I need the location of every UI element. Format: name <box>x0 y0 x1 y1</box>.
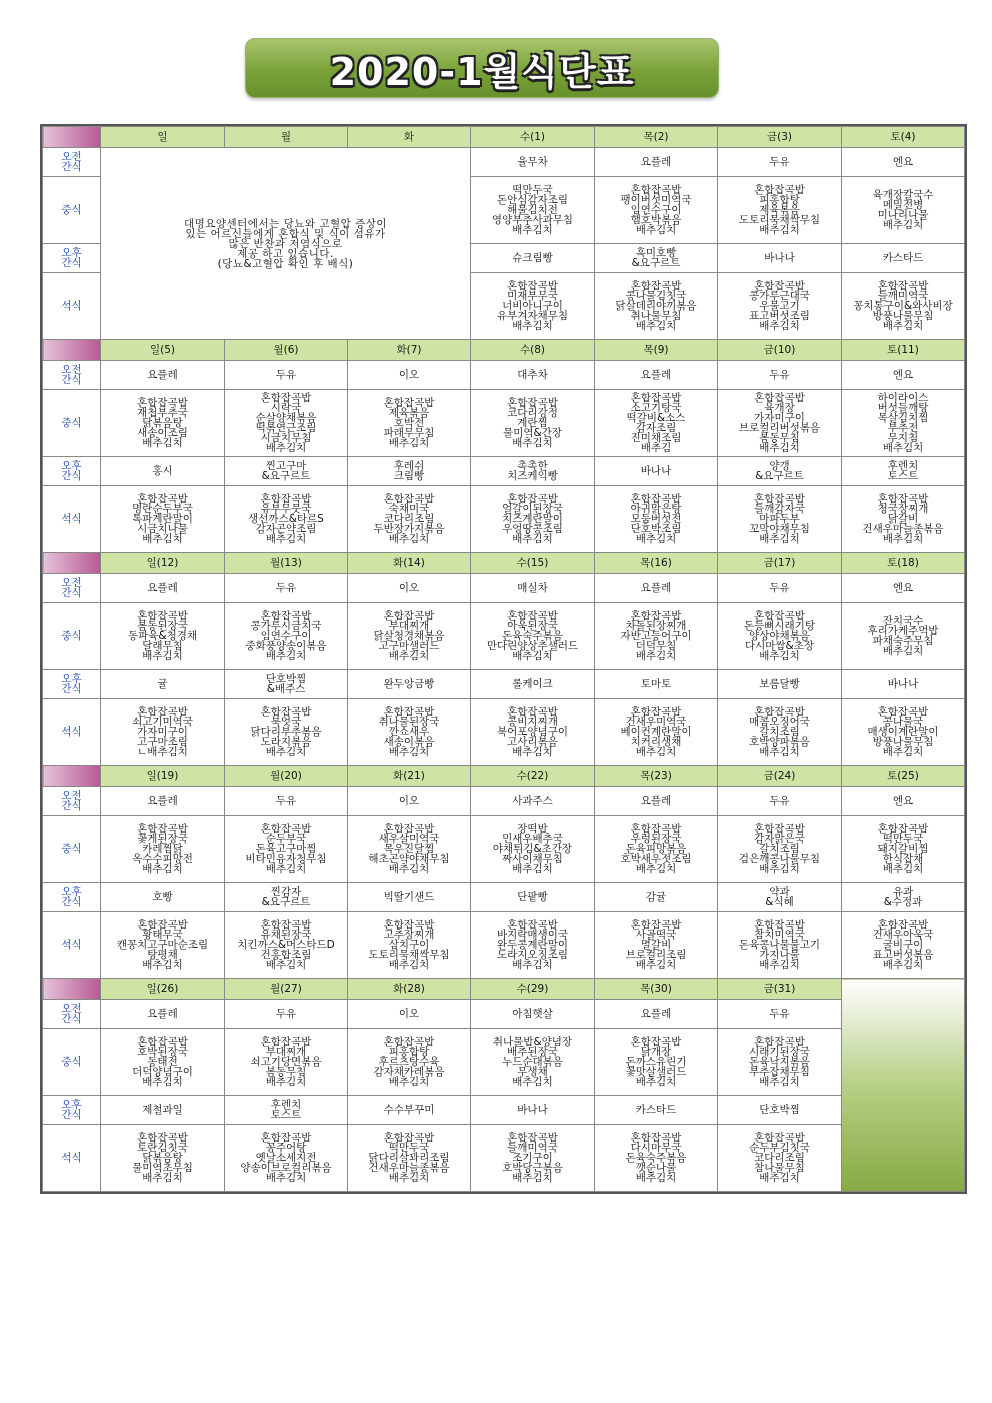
menu-cell: 요플레 <box>640 1008 672 1020</box>
meal-label-am-snack: 오전 간식 <box>61 1003 82 1025</box>
menu-cell: 혼합잡곡밥 시래기된장국 돈육낙지볶음 부추잡채무침 배추김치 <box>749 1036 810 1088</box>
menu-cell: 혼합잡곡밥 매콤오징어국 갈치조림 호박양파볶음 배추김치 <box>749 706 810 758</box>
menu-cell: 요플레 <box>640 582 672 594</box>
menu-cell: 혼합잡곡밥 피홍합탕 후르츠탕수육 감자채카레볶음 배추김치 <box>373 1036 445 1088</box>
week1-am-snack-row <box>43 148 965 177</box>
week3-pm-snack-row <box>43 670 965 699</box>
week-marker <box>43 979 101 1000</box>
menu-cell: 유과 &수정과 <box>883 886 923 908</box>
menu-cell: 이오 <box>398 369 420 381</box>
menu-cell: 후레쉬 크림빵 <box>393 460 425 482</box>
day-header: 금(10) <box>718 340 842 361</box>
menu-cell: 단팥빵 <box>517 891 548 903</box>
menu-cell: 혼합잡곡밥 북엇국 닭다리부추볶음 도라지볶음 배추김치 <box>250 706 322 758</box>
week4-pm-snack-row <box>43 883 965 912</box>
day-header: 월(27) <box>225 979 348 1000</box>
menu-cell: 혼합잡곡밥 콩나물국 매생이계란말이 방풍나물무침 배추김치 <box>867 706 939 758</box>
menu-cell: 후렌치 토스트 <box>887 460 919 482</box>
day-header: 금(3) <box>718 127 842 148</box>
menu-cell: 찐감자 &요구르트 <box>261 886 311 908</box>
week2-am-snack-row <box>43 361 965 390</box>
menu-cell: 대추차 <box>517 369 548 381</box>
menu-cell: 혼합잡곡밥 차돌된장찌개 자반고등어구이 더덕무침 배추김치 <box>620 610 692 662</box>
menu-cell: 엔요 <box>892 369 914 381</box>
meal-label-dinner: 석식 <box>61 513 82 525</box>
day-header: 화(7) <box>348 340 471 361</box>
menu-cell: 혼합잡곡밥 사골떡국 멸갈비 브로컬리조림 배추김치 <box>625 919 687 971</box>
menu-cell: 혼합잡곡밥 콩나물김칫국 닭살데리야끼볶음 취나물무침 배추김치 <box>615 280 697 332</box>
menu-cell: 호빵 <box>152 891 173 903</box>
meal-label-dinner: 석식 <box>61 939 82 951</box>
menu-cell: 두유 <box>275 369 297 381</box>
menu-cell: 이오 <box>398 582 420 594</box>
week5-pm-snack-row <box>43 1096 965 1125</box>
menu-cell: 혼합잡곡밥 참치미역국 돈육콩나물불고기 가지나물 배추김치 <box>738 919 821 971</box>
day-header: 화(21) <box>348 766 471 787</box>
menu-body <box>43 127 965 1192</box>
menu-cell: 바나나 <box>887 678 919 690</box>
day-header: 금(31) <box>718 979 842 1000</box>
menu-cell: 혼합잡곡밥 황태무국 캔꽁치고구마순조림 탕평채 배추김치 <box>116 919 209 971</box>
menu-cell: 엔요 <box>892 156 914 168</box>
menu-cell: 하이라이스 버섯들깨탕 목살김치찜 부추전 무지침 배추김치 <box>877 392 929 454</box>
meal-label-am-snack: 오전 간식 <box>61 790 82 812</box>
meal-label-dinner: 석식 <box>61 726 82 738</box>
day-header: 수(15) <box>471 553 595 574</box>
menu-cell: 취나물밥&양념장 배추된장국 누드순대볶음 무생채 배추김치 <box>492 1036 573 1088</box>
menu-cell: 매실차 <box>517 582 548 594</box>
center-notice: 대명요양센터에서는 당뇨와 고혈압 증상이 있는 어르신들에게 혼합식 및 식이 섬유가 많은 반찬과 저염식으로 제공 하고 있습니다. (당뇨&고혈압 확인 후 배식) <box>183 217 388 270</box>
menu-cell: 이오 <box>398 795 420 807</box>
meal-label-pm-snack: 오후 간식 <box>61 886 82 908</box>
menu-cell: 양갱 &요구르트 <box>755 460 804 482</box>
menu-cell: 혼합잡곡밥 콩가루근대국 우불고기 표고버섯조림 배추김치 <box>749 280 810 332</box>
menu-cell: 혼합잡곡밥 닭개장 돈까스유린기 꽃맛살샐러드 배추김치 <box>625 1036 687 1088</box>
menu-cell: 혼합잡곡밥 다시마무국 돈육숙주볶음 깻순나물 배추김치 <box>625 1132 687 1184</box>
menu-cell: 단호박찜 &배주스 <box>265 673 307 695</box>
menu-cell: 카스타드 <box>882 252 924 264</box>
menu-cell: 흑미호빵 &요구르트 <box>631 247 681 269</box>
menu-cell: 슈크림빵 <box>512 252 553 264</box>
week3-header-row <box>43 553 965 574</box>
week-marker <box>43 553 101 574</box>
menu-cell: 혼합잡곡밥 취나물된장국 깐쇼새우 새송이볶음 배추김치 <box>378 706 440 758</box>
menu-cell: 혼합잡곡밥 아귀맑은탕 모둠버섯전 단호박조림 배추김치 <box>630 493 682 545</box>
title-banner <box>245 38 719 98</box>
menu-cell: 혼합잡곡밥 아욱된장국 돈육숙주볶음 만다린양상추샐러드 배추김치 <box>486 610 579 662</box>
day-header: 토(25) <box>842 766 965 787</box>
week2-pm-snack-row <box>43 457 965 486</box>
menu-cell: 혼합잡곡밥 유채된장국 치킨까스&머스타드D 건홍합조림 배추김치 <box>237 919 335 971</box>
menu-cell: 제철과일 <box>142 1104 183 1116</box>
menu-cell: 찐고구마 &요구르트 <box>261 460 311 482</box>
day-header: 화(14) <box>348 553 471 574</box>
day-header: 일(5) <box>101 340 225 361</box>
menu-cell: 단호박찜 <box>759 1104 800 1116</box>
menu-cell: 카스타드 <box>635 1104 677 1116</box>
menu-cell: 두유 <box>275 1008 297 1020</box>
menu-cell: 약과 &식혜 <box>765 886 794 908</box>
menu-cell: 요플레 <box>640 369 672 381</box>
menu-cell: 혼합잡곡밥 명란순두부국 톡파계란말이 시금치나물 배추김치 <box>132 493 193 545</box>
day-header: 목(2) <box>595 127 718 148</box>
menu-cell: 혼합잡곡밥 피홍합탕 제육볶음 도토리묵채싹무침 배추김치 <box>738 184 821 236</box>
menu-cell: 촉촉한 치즈케익빵 <box>507 460 558 482</box>
day-header: 수(1) <box>471 127 595 148</box>
menu-cell: 혼합잡곡밥 육개장 가자미구이 브로컬리버섯볶음 봄동무침 배추김치 <box>738 392 821 454</box>
menu-cell: 요플레 <box>147 795 178 807</box>
menu-cell: 혼합잡곡밥 들깨감자국 마파두부 꼬막야채무침 배추김치 <box>749 493 810 545</box>
day-header: 금(17) <box>718 553 842 574</box>
meal-label-lunch: 중식 <box>61 1056 82 1068</box>
day-header: 화 <box>348 127 471 148</box>
menu-cell: 혼합잡곡밥 꽁주어탕 옛날소세지전 양송이브로컬리볶음 배추김치 <box>240 1132 332 1184</box>
week4-header-row <box>43 766 965 787</box>
menu-cell: 요플레 <box>147 1008 178 1020</box>
meal-label-lunch: 중식 <box>61 204 82 216</box>
menu-cell: 혼합잡곡밥 토란김칫국 닭볶음탕 물미역초무침 배추김치 <box>132 1132 193 1184</box>
week4-lunch-row <box>43 816 965 883</box>
menu-cell: 요플레 <box>640 156 672 168</box>
menu-cell: 떡만두국 돈안심감자조림 해물김치전 영양부추사과무침 배추김치 <box>491 184 574 236</box>
meal-label-pm-snack: 오후 간식 <box>61 1099 82 1121</box>
menu-cell: 두유 <box>769 156 790 168</box>
menu-cell: 혼합잡곡밥 건새우아욱국 굴비구이 표고버섯볶음 배추김치 <box>872 919 934 971</box>
menu-cell: 빅딸기샌드 <box>383 891 435 903</box>
week3-am-snack-row <box>43 574 965 603</box>
menu-cell: 엔요 <box>892 582 914 594</box>
day-header: 일(26) <box>101 979 225 1000</box>
day-header: 수(22) <box>471 766 595 787</box>
day-header: 토(11) <box>842 340 965 361</box>
day-header: 월 <box>225 127 348 148</box>
menu-cell: 요플레 <box>640 795 672 807</box>
menu-cell: 두유 <box>275 795 297 807</box>
menu-cell: 바나나 <box>517 1104 548 1116</box>
menu-cell: 혼합잡곡밥 돈등뼈시래기탕 양상야채볶음 다시마쌈&초장 배추김치 <box>743 610 815 662</box>
menu-cell: 두유 <box>769 1008 790 1020</box>
menu-cell: 혼합잡곡밥 떡만두국 닭다리살꽈리조림 건새우마늘종볶음 배추김치 <box>368 1132 450 1184</box>
menu-cell: 엔요 <box>892 795 914 807</box>
week1-header-row <box>43 127 965 148</box>
menu-cell: 혼합잡곡밥 건새우미역국 베이컨계란말이 치커리생채 배추김치 <box>620 706 692 758</box>
menu-cell: 혼합잡곡밥 순두부김칫국 코다리조림 참나물무침 배추김치 <box>749 1132 810 1184</box>
week-marker <box>43 340 101 361</box>
day-header: 월(20) <box>225 766 348 787</box>
menu-cell: 혼합잡곡밥 유부무뭇국 생선까스&타르S 감자곤약조림 배추김치 <box>248 493 324 545</box>
meal-label-am-snack: 오전 간식 <box>61 577 82 599</box>
menu-cell: 바나나 <box>764 252 795 264</box>
day-header: 토(18) <box>842 553 965 574</box>
menu-cell: 혼합잡곡밥 쇠고기미역국 가자미구이 고구마조림 ㄴ배추김치 <box>132 706 193 758</box>
meal-label-am-snack: 오전 간식 <box>61 364 82 386</box>
page-title: 2020-1월식단표 <box>329 49 635 94</box>
meal-label-lunch: 중식 <box>61 630 82 642</box>
day-header: 일(12) <box>101 553 225 574</box>
menu-cell: 혼합잡곡밥 숙채미국 코다리조림 두반장가지볶음 배추김치 <box>373 493 445 545</box>
menu-cell: 혼합잡곡밥 고추장찌개 삼치구이 도토리묵채싹무침 배추김치 <box>368 919 450 971</box>
day-header: 금(24) <box>718 766 842 787</box>
menu-cell: 홍시 <box>152 465 173 477</box>
meal-label-lunch: 중식 <box>61 417 82 429</box>
day-header: 월(6) <box>225 340 348 361</box>
menu-cell: 요플레 <box>147 369 178 381</box>
menu-cell: 혼합잡곡밥 시락국 순살양채볶음 떡볶연근조림 시금치무침 배추김치 <box>255 392 317 454</box>
menu-cell: 바나나 <box>640 465 672 477</box>
meal-label-dinner: 석식 <box>61 300 82 312</box>
menu-cell: 완두앙금빵 <box>383 678 435 690</box>
menu-cell: 혼합잡곡밥 바지락매생이국 완두콩계란말이 도라지오징조림 배추김치 <box>496 919 568 971</box>
week5-lunch-row <box>43 1029 965 1096</box>
menu-cell: 혼합잡곡밥 미재부무국 너비아니구이 유부겨자채무침 배추김치 <box>496 280 568 332</box>
menu-cell: 혼합잡곡밥 재첩부추국 닭볶음탕 새송이조림 배추김치 <box>137 397 188 449</box>
menu-cell: 육개장칼국수 메밀전병 미나리나물 배추김치 <box>872 189 934 231</box>
menu-cell: 두유 <box>275 582 297 594</box>
meal-label-am-snack: 오전 간식 <box>61 151 82 173</box>
week3-dinner-row <box>43 699 965 766</box>
menu-cell: 혼합잡곡밥 부대찌개 닭살청경채볶음 고구마샐러드 배추김치 <box>373 610 445 662</box>
menu-cell: 혼합잡곡밥 소고기탕국 떡갈비&소스 감자조림 진미채조림 배추김 <box>626 392 686 454</box>
menu-cell: 요플레 <box>147 582 178 594</box>
day-header: 목(16) <box>595 553 718 574</box>
day-header: 일(19) <box>101 766 225 787</box>
day-header: 목(23) <box>595 766 718 787</box>
meal-label-dinner: 석식 <box>61 1152 82 1164</box>
menu-cell: 혼합잡곡밥 들깨미역국 꽁치통구이&와사비장 방풍나물무침 배추김치 <box>853 280 953 332</box>
week5-am-snack-row <box>43 1000 965 1029</box>
week4-am-snack-row <box>43 787 965 816</box>
menu-table <box>42 126 965 1192</box>
menu-cell: 롤케이크 <box>512 678 553 690</box>
menu-cell: 혼합잡곡밥 부대찌개 쇠고기당면볶음 봄동무침 배추김치 <box>250 1036 322 1088</box>
day-header: 목(30) <box>595 979 718 1000</box>
menu-cell: 귤 <box>157 678 168 690</box>
menu-cell: 혼합잡곡밥 청국장찌개 닭갈비 건새우마늘종볶음 배추김치 <box>862 493 944 545</box>
meal-label-pm-snack: 오후 간식 <box>61 247 82 269</box>
menu-cell: 장떡밥 민새우배추국 야채튀김&초간장 짜사이채무침 배추김치 <box>492 823 573 875</box>
menu-cell: 혼합잡곡밥 우렁된장국 돈육피망볶음 호박새우젓조림 배추김치 <box>620 823 692 875</box>
week-marker <box>43 766 101 787</box>
week3-lunch-row <box>43 603 965 670</box>
menu-cell: 혼합잡곡밥 떡만두국 돼지갈비찜 한식잡채 배추김치 <box>877 823 929 875</box>
week2-dinner-row <box>43 486 965 553</box>
day-header: 화(28) <box>348 979 471 1000</box>
menu-cell: 혼합잡곡밥 감자맑은국 갈치조림 검은깨콩나물무침 배추김치 <box>738 823 821 875</box>
day-header: 월(13) <box>225 553 348 574</box>
menu-cell: 혼합잡곡밥 순두부국 돈육고구마찜 비타민유자청무침 배추김치 <box>245 823 327 875</box>
menu-cell: 혼합잡곡밥 콩가루시금치국 임연수구이 중화풍양송이볶음 배추김치 <box>245 610 327 662</box>
menu-cell: 혼합잡곡밥 팽이버섯미역국 임연수구이 햄호박볶음 배추김치 <box>620 184 692 236</box>
day-header: 수(29) <box>471 979 595 1000</box>
menu-cell: 혼합잡곡밥 얼갈이된장국 치즈계란말이 우엉땅콩조림 배추김치 <box>502 493 563 545</box>
menu-cell: 사과주스 <box>512 795 553 807</box>
menu-cell: 이오 <box>398 1008 420 1020</box>
menu-cell: 두유 <box>769 582 790 594</box>
week2-header-row <box>43 340 965 361</box>
day-header: 목(9) <box>595 340 718 361</box>
menu-cell: 혼합잡곡밥 제육볶음 호박전 파래무무침 배추김치 <box>383 397 435 449</box>
day-header: 수(8) <box>471 340 595 361</box>
week4-dinner-row <box>43 912 965 979</box>
menu-cell: 수수부꾸미 <box>383 1104 435 1116</box>
menu-cell: 토마토 <box>640 678 672 690</box>
day-header: 일 <box>101 127 225 148</box>
menu-cell: 혼합잡곡밥 꽃게된장국 카레찜닭 옥수수피망전 배추김치 <box>132 823 193 875</box>
menu-cell: 아침햇살 <box>512 1008 553 1020</box>
menu-cell: 후렌치 토스트 <box>270 1099 302 1121</box>
empty-cell <box>842 979 965 1192</box>
menu-cell: 보름달빵 <box>759 678 800 690</box>
day-header: 토(4) <box>842 127 965 148</box>
week2-lunch-row <box>43 390 965 457</box>
menu-cell: 혼합잡곡밥 봄동된장국 동파육&청경채 달래무침 배추김치 <box>127 610 198 662</box>
menu-cell: 혼합잡곡밥 들깨미역국 조기구이 호박당근볶음 배추김치 <box>502 1132 563 1184</box>
meal-label-pm-snack: 오후 간식 <box>61 460 82 482</box>
menu-cell: 잔치국수 후리가케주먹밥 파채숙주무침 배추김치 <box>867 615 939 657</box>
menu-cell: 두유 <box>769 369 790 381</box>
menu-cell: 두유 <box>769 795 790 807</box>
menu-cell: 혼합잡곡밥 콩비지찌개 북어포양념구이 고사리볶음 배추김치 <box>496 706 568 758</box>
meal-label-pm-snack: 오후 간식 <box>61 673 82 695</box>
menu-cell: 율무차 <box>517 156 548 168</box>
meal-label-lunch: 중식 <box>61 843 82 855</box>
week-marker <box>43 127 101 148</box>
week5-header-row <box>43 979 965 1000</box>
week5-dinner-row <box>43 1125 965 1192</box>
menu-cell: 감귤 <box>645 891 667 903</box>
menu-cell: 혼합잡곡밥 호박된장국 동태전 더덕양념구이 배추김치 <box>132 1036 193 1088</box>
menu-cell: 혼합잡곡밥 코다리강정 계란찜 물미역&간장 배추김치 <box>503 397 562 449</box>
menu-cell: 혼합잡곡밥 새우살미역국 목우진달찜 해초곤약야채무침 배추김치 <box>368 823 450 875</box>
